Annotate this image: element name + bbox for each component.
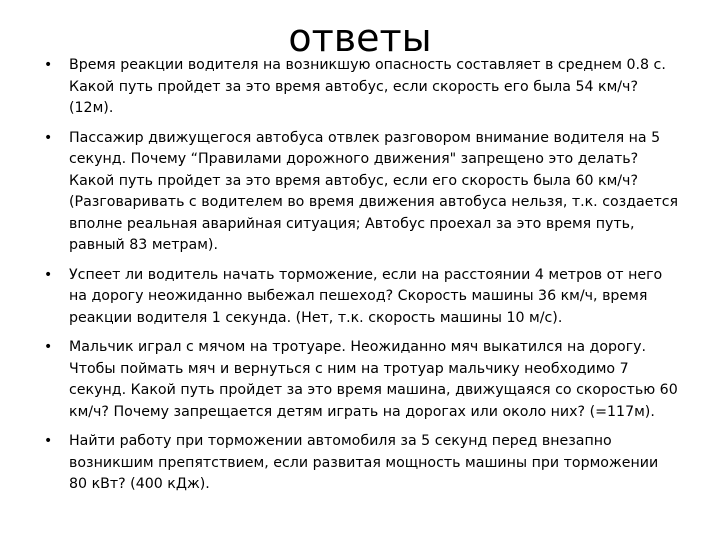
bullet-icon: •: [44, 339, 53, 355]
bullet-text: Пассажир движущегося автобуса отвлек разговором внимание водителя на 5 секунд. Почему “Правилами дорожного движения" запрещено это делать? Какой путь пройдет за это время автобус, если его скорость была 60 км/ч? (Разговаривать с водителем во время движения автобуса нельзя, т.к. создается вполне реальная аварийная ситуация; Автобус проехал за это время путь, равный 83 метрам).: [69, 129, 679, 253]
bullet-icon: •: [44, 433, 53, 449]
bullet-list: [44, 55, 680, 504]
bullet-icon: •: [44, 129, 53, 146]
bullet-text: Найти работу при торможении автомобиля за 5 секунд перед внезапно возникшим препятствием, если развитая мощность машины при торможении 80 кВт? (400 кДж).: [69, 433, 659, 492]
bullet-icon: •: [44, 266, 53, 283]
slide-title: ответы: [288, 16, 432, 60]
bullet-icon: •: [44, 57, 53, 73]
list-item: [44, 128, 680, 257]
bullet-text: Успеет ли водитель начать торможение, если на расстоянии 4 метров от него на дорогу неожиданно выбежал пешеход? Скорость машины 36 км/ч, время реакции водителя 1 секунда. (Нет, т.к. скорость машины 10 м/с).: [69, 266, 663, 326]
bullet-text: Время реакции водителя на возникшую опасность составляет в среднем 0.8 с. Какой путь пройдет за это время автобус, если скорость его была 54 км/ч? (12м).: [69, 57, 666, 116]
list-item: [44, 337, 680, 423]
list-item: [44, 55, 680, 120]
bullet-text: Мальчик играл с мячом на тротуаре. Неожиданно мяч выкатился на дорогу. Чтобы поймать мяч и вернуться с ним на тротуар мальчику необходимо 7 секунд. Какой путь пройдет за это время машина, движущаяся со скоростью 60 км/ч? Почему запрещается детям играть на дорогах или около них? (=117м).: [69, 339, 678, 420]
list-item: [44, 431, 680, 496]
list-item: [44, 265, 680, 330]
